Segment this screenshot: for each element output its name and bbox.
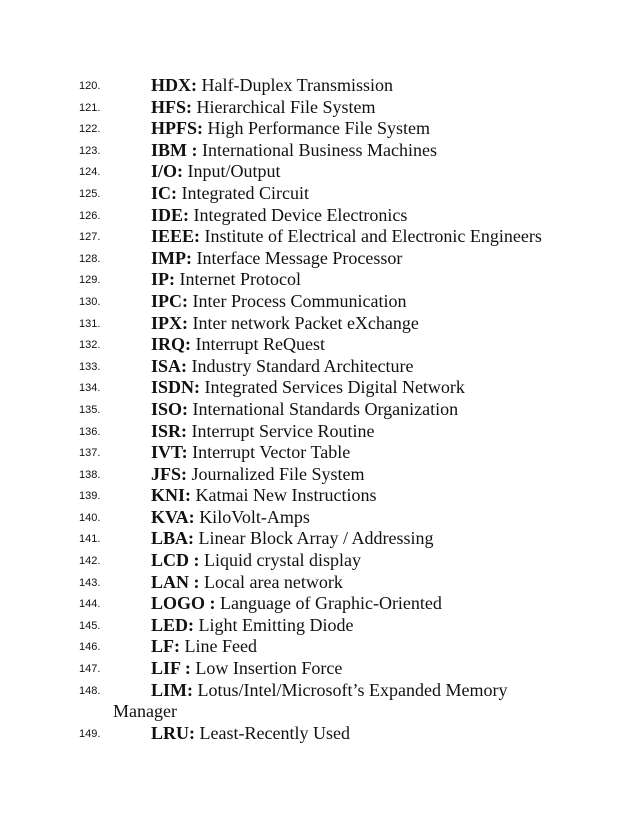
item-number: 136.	[79, 425, 101, 438]
item-text	[151, 593, 442, 615]
item-number: 138.	[79, 468, 101, 481]
list-item	[0, 399, 638, 421]
list-item	[0, 528, 638, 550]
item-number: 146.	[79, 641, 101, 654]
list-item	[0, 356, 638, 378]
item-number: 139.	[79, 490, 101, 503]
list-item	[0, 507, 638, 529]
item-number: 133.	[79, 360, 101, 373]
item-definition: Interrupt Service Routine	[187, 420, 375, 441]
item-text	[151, 248, 402, 270]
item-number: 130.	[79, 295, 101, 308]
item-number: 135.	[79, 403, 101, 416]
item-definition-continuation: Manager	[113, 701, 177, 722]
item-number: 124.	[79, 166, 101, 179]
item-abbreviation: LF:	[151, 636, 180, 657]
item-definition: Katmai New Instructions	[191, 485, 377, 506]
list-item	[0, 615, 638, 637]
item-text	[151, 161, 281, 183]
item-text	[151, 680, 507, 702]
item-definition: Hierarchical File System	[192, 96, 376, 117]
item-abbreviation: ISDN:	[151, 377, 201, 398]
item-number: 149.	[79, 727, 101, 740]
item-abbreviation: LIF :	[151, 658, 191, 679]
list-item	[0, 291, 638, 313]
item-definition: Local area network	[199, 571, 343, 592]
list-item	[0, 442, 638, 464]
item-definition: International Business Machines	[197, 139, 437, 160]
item-number: 125.	[79, 187, 101, 200]
item-definition: Interface Message Processor	[191, 247, 403, 268]
item-text	[151, 291, 406, 313]
item-definition: KiloVolt-Amps	[194, 506, 310, 527]
item-abbreviation: I/O:	[151, 161, 184, 182]
item-number: 127.	[79, 231, 101, 244]
item-definition: Integrated Device Electronics	[189, 204, 408, 225]
item-abbreviation: LED:	[151, 614, 195, 635]
list-item	[0, 248, 638, 270]
item-number: 122.	[79, 123, 101, 136]
list-item	[0, 140, 638, 162]
item-abbreviation: IPC:	[151, 290, 188, 311]
item-text	[151, 615, 354, 637]
list-item	[0, 226, 638, 248]
item-abbreviation: LBA:	[151, 528, 195, 549]
list-item	[0, 205, 638, 227]
item-definition: Inter network Packet eXchange	[188, 312, 419, 333]
item-text	[151, 550, 361, 572]
list-item	[0, 636, 638, 658]
item-abbreviation: ISR:	[151, 420, 188, 441]
item-abbreviation: ISA:	[151, 355, 188, 376]
item-abbreviation: LRU:	[151, 722, 195, 743]
list-item	[0, 97, 638, 119]
item-number: 142.	[79, 555, 101, 568]
item-number: 137.	[79, 447, 101, 460]
list-item	[0, 269, 638, 291]
item-definition: Integrated Services Digital Network	[200, 377, 465, 398]
item-text	[151, 377, 465, 399]
list-item	[0, 658, 638, 680]
list-item	[0, 485, 638, 507]
item-number: 141.	[79, 533, 101, 546]
item-text	[151, 421, 374, 443]
item-number: 140.	[79, 511, 101, 524]
item-text	[151, 183, 309, 205]
item-definition: Half-Duplex Transmission	[197, 75, 394, 95]
item-text	[151, 140, 437, 162]
item-abbreviation: KVA:	[151, 506, 195, 527]
item-text	[151, 485, 376, 507]
item-definition: Journalized File System	[187, 463, 365, 484]
item-abbreviation: IEEE:	[151, 226, 201, 247]
item-abbreviation: IDE:	[151, 204, 190, 225]
item-number: 147.	[79, 663, 101, 676]
item-definition: Light Emitting Diode	[194, 614, 354, 635]
list-item	[0, 572, 638, 594]
item-number: 129.	[79, 274, 101, 287]
list-item	[0, 75, 638, 97]
item-text	[151, 226, 542, 248]
item-definition: Interrupt Vector Table	[187, 442, 351, 463]
item-text	[151, 528, 433, 550]
item-abbreviation: JFS:	[151, 463, 187, 484]
item-text	[151, 507, 310, 529]
item-definition: Liquid crystal display	[199, 550, 361, 571]
item-number: 132.	[79, 339, 101, 352]
list-item	[0, 464, 638, 486]
item-definition: High Performance File System	[203, 118, 430, 139]
item-number: 120.	[79, 80, 101, 92]
item-text	[151, 269, 301, 291]
list-item	[0, 313, 638, 335]
item-text	[151, 399, 458, 421]
item-text	[151, 442, 350, 464]
item-number: 143.	[79, 576, 101, 589]
item-abbreviation: KNI:	[151, 485, 191, 506]
list-item	[0, 550, 638, 572]
item-definition: Linear Block Array / Addressing	[194, 528, 434, 549]
item-number: 148.	[79, 684, 101, 697]
list-item	[0, 723, 638, 745]
item-definition: Inter Process Communication	[188, 290, 407, 311]
item-text	[151, 356, 413, 378]
list-item	[0, 377, 638, 399]
item-number: 134.	[79, 382, 101, 395]
item-abbreviation: HFS:	[151, 96, 193, 117]
item-definition: Least-Recently Used	[195, 722, 350, 743]
item-abbreviation: LAN :	[151, 571, 200, 592]
item-text	[151, 723, 350, 745]
list-item	[0, 183, 638, 205]
item-abbreviation: IPX:	[151, 312, 188, 333]
item-abbreviation: IC:	[151, 182, 177, 203]
item-text	[151, 205, 407, 227]
item-text	[151, 118, 430, 140]
item-definition: Interrupt ReQuest	[191, 334, 325, 355]
item-abbreviation: ISO:	[151, 398, 189, 419]
item-definition: Language of Graphic-Oriented	[215, 593, 442, 614]
item-number: 145.	[79, 619, 101, 632]
item-text	[151, 313, 419, 335]
item-definition: Line Feed	[180, 636, 257, 657]
item-text	[151, 572, 343, 594]
item-text	[151, 464, 364, 486]
list-item	[0, 161, 638, 183]
item-number: 123.	[79, 144, 101, 157]
list-item	[0, 334, 638, 356]
list-item	[0, 680, 638, 723]
item-number: 131.	[79, 317, 101, 330]
item-abbreviation: LIM:	[151, 679, 193, 700]
list-item	[0, 421, 638, 443]
item-definition: Internet Protocol	[175, 269, 301, 290]
item-definition: Low Insertion Force	[190, 658, 343, 679]
item-number: 144.	[79, 598, 101, 611]
item-abbreviation: HPFS:	[151, 118, 203, 139]
item-abbreviation: IRQ:	[151, 334, 191, 355]
list-item	[0, 593, 638, 615]
item-text	[151, 75, 393, 97]
item-definition: Input/Output	[183, 161, 281, 182]
item-definition: International Standards Organization	[188, 398, 459, 419]
item-text	[151, 636, 257, 658]
item-text	[151, 658, 342, 680]
item-number: 121.	[79, 101, 101, 114]
item-abbreviation: LCD :	[151, 550, 200, 571]
item-number: 128.	[79, 252, 101, 265]
item-abbreviation: LOGO :	[151, 593, 216, 614]
item-definition: Lotus/Intel/Microsoft’s Expanded Memory	[193, 679, 508, 700]
item-abbreviation: IBM :	[151, 139, 198, 160]
item-abbreviation: IVT:	[151, 442, 188, 463]
item-abbreviation: IP:	[151, 269, 175, 290]
item-definition: Institute of Electrical and Electronic Engineers	[200, 226, 542, 247]
list-item	[0, 118, 638, 140]
item-number: 126.	[79, 209, 101, 222]
item-definition: Integrated Circuit	[177, 182, 309, 203]
item-text	[151, 97, 375, 119]
item-abbreviation: IMP:	[151, 247, 192, 268]
item-definition: Industry Standard Architecture	[187, 355, 414, 376]
item-abbreviation: HDX:	[151, 75, 197, 95]
abbreviation-list	[0, 75, 638, 744]
item-text	[151, 334, 325, 356]
